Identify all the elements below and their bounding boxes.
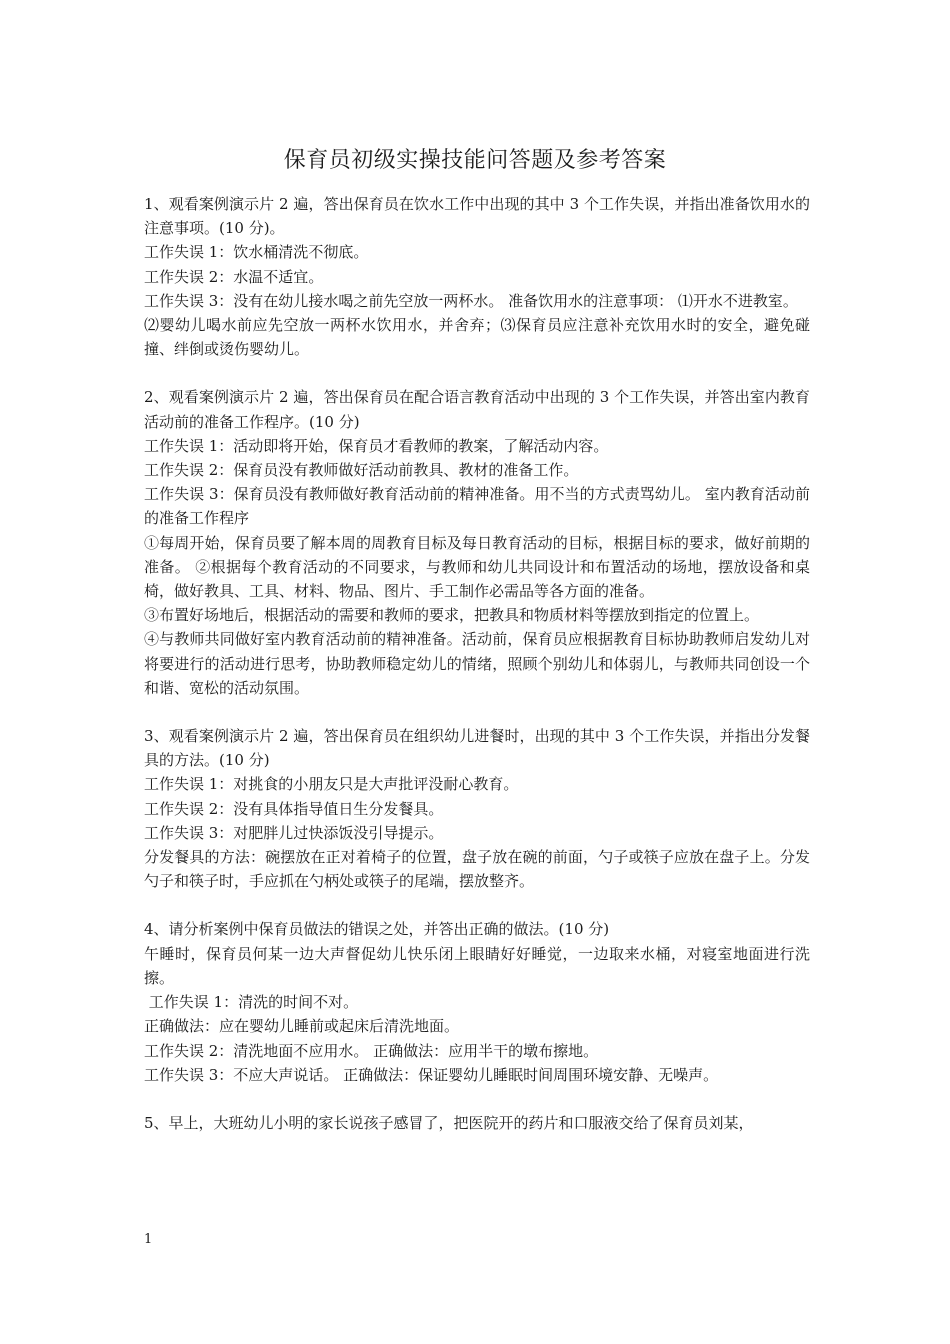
answer-line: 工作失误 2：保育员没有教师做好活动前教具、教材的准备工作。 [144,461,579,480]
answer-line: ⑵婴幼儿喝水前应先空放一两杯水饮用水，并舍弃；⑶保育员应注意补充饮用水时的安全，避免碰撞、绊倒或烫伤婴幼儿。 [144,316,810,359]
section-3 [144,724,810,893]
answer-line: ③布置好场地后，根据活动的需要和教师的要求，把教具和物质材料等摆放到指定的位置上。 [144,606,760,625]
answer-line: ④与教师共同做好室内教育活动前的精神准备。活动前，保育员应根据教育目标协助教师启发幼儿对将要进行的活动进行思考，协助教师稳定幼儿的情绪，照顾个别幼儿和体弱儿，与教师共同创设一个和谐、宽松的活动氛围。 [144,630,810,697]
answer-line: 工作失误 1：活动即将开始，保育员才看教师的教案，了解活动内容。 [144,436,609,455]
answer-line: 工作失误 1：对挑食的小朋友只是大声批评没耐心教育。 [144,775,519,794]
answer-line: 工作失误 3：不应大声说话。 正确做法：保证婴幼儿睡眠时间周围环境安静、无噪声。 [144,1065,719,1084]
answer-line: 工作失误 2：水温不适宜。 [144,267,324,286]
answer-line: 工作失误 1：清洗的时间不对。 [144,993,359,1012]
paragraph-gap [144,361,810,385]
answer-line: 工作失误 3：对肥胖儿过快添饭没引导提示。 [144,823,444,842]
question-5-heading: 5、早上，大班幼儿小明的家长说孩子感冒了，把医院开的药片和口服液交给了保育员刘某， [144,1113,754,1132]
question-4-heading: 4、请分析案例中保育员做法的错误之处，并答出正确的做法。(10 分) [144,920,610,939]
answer-line: 工作失误 3：没有在幼儿接水喝之前先空放一两杯水。 准备饮用水的注意事项： ⑴开水不进教室。 [144,291,798,310]
question-3-heading: 3、观看案例演示片 2 遍，答出保育员在组织幼儿进餐时，出现的其中 3 个工作失误，并指出分发餐具的方法。(10 分) [144,727,810,770]
section-4 [144,917,810,1086]
page-number: 1 [144,1232,153,1247]
answer-line: 工作失误 3：保育员没有教师做好教育活动前的精神准备。用不当的方式责骂幼儿。 室内教育活动前的准备工作程序 [144,485,810,528]
paragraph-gap [144,893,810,917]
question-2-heading: 2、观看案例演示片 2 遍，答出保育员在配合语言教育活动中出现的 3 个工作失误，并答出室内教育活动前的准备工作程序。(10 分) [144,388,810,431]
answer-line: ①每周开始，保育员要了解本周的周教育目标及每日教育活动的目标，根据目标的要求，做好前期的准备。 ②根据每个教育活动的不同要求，与教师和幼儿共同设计和布置活动的场地，摆放设备和桌椅，做好教具、工具、材料、物品、图片、手工制作必需品等各方面的准备。 [144,533,810,601]
section-2 [144,385,810,700]
document-body [144,192,810,1135]
section-1 [144,192,810,361]
answer-line: 正确做法：应在婴幼儿睡前或起床后清洗地面。 [144,1017,460,1036]
section-5 [144,1111,810,1135]
question-1-heading: 1、观看案例演示片 2 遍，答出保育员在饮水工作中出现的其中 3 个工作失误，并指出准备饮用水的注意事项。(10 分)。 [144,195,810,238]
answer-line: 午睡时，保育员何某一边大声督促幼儿快乐闭上眼睛好好睡觉，一边取来水桶，对寝室地面进行洗擦。 [144,944,810,987]
document-title: 保育员初级实操技能问答题及参考答案 [283,148,667,173]
answer-line: 工作失误 2：没有具体指导值日生分发餐具。 [144,799,444,818]
paragraph-gap [144,1087,810,1111]
answer-line: 工作失误 2：清洗地面不应用水。 正确做法：应用半干的墩布擦地。 [144,1041,599,1060]
answer-line: 工作失误 1：饮水桶清洗不彻底。 [144,243,369,262]
paragraph-gap [144,700,810,724]
answer-line: 分发餐具的方法：碗摆放在正对着椅子的位置，盘子放在碗的前面，勺子或筷子应放在盘子上。分发勺子和筷子时，手应抓在勺柄处或筷子的尾端，摆放整齐。 [144,848,810,891]
